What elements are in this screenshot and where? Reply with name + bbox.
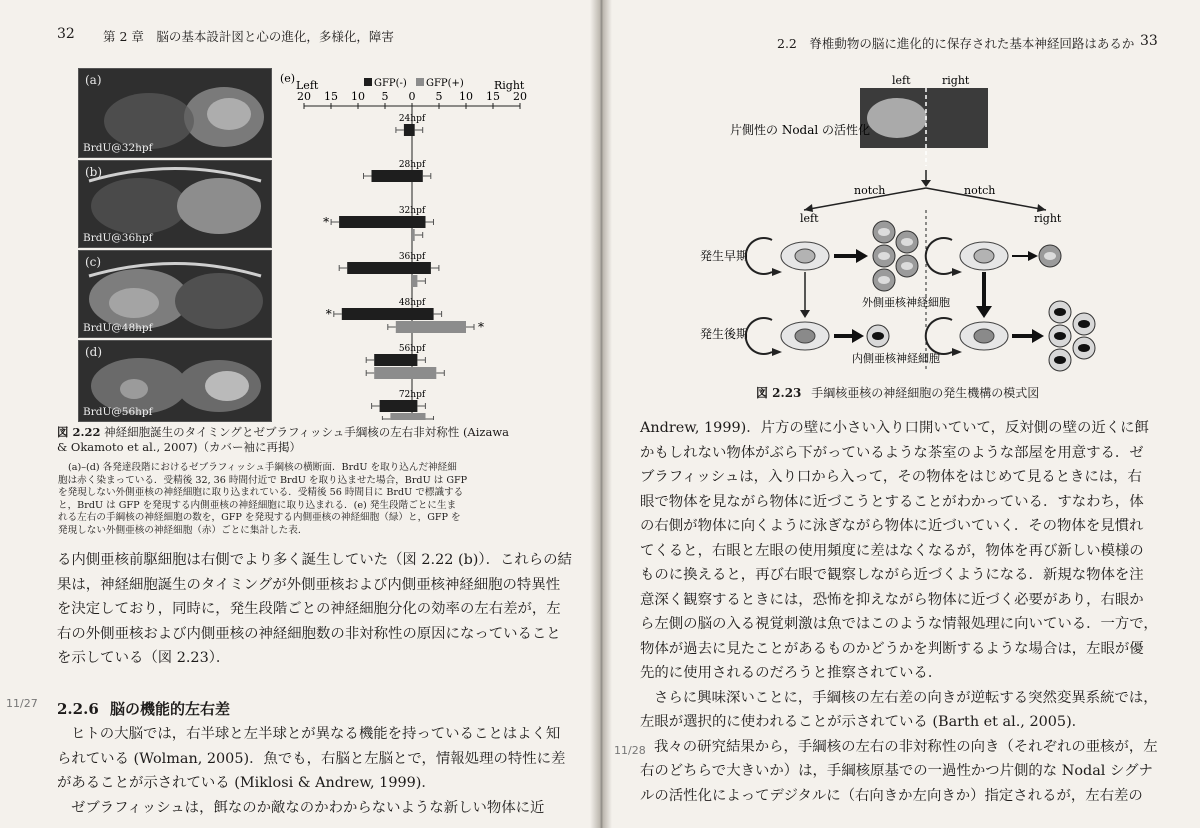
legend-swatch-gfp-neg: [364, 78, 372, 86]
micrograph-panel-a: [78, 68, 272, 158]
figure-title: 神経細胞誕生のタイミングとゼブラフィッシュ手綱核の左右非対称性 (Aizawa: [104, 425, 510, 439]
nodal-label: 片側性の Nodal の活性化: [730, 123, 871, 137]
running-head-right: 2.2 脊椎動物の脳に進化的に保存された基本神経回路はあるか: [777, 36, 1135, 51]
text-line: 物体が過去に見たことがあるものかどうかを判断するような場合は，左眼が優: [640, 640, 1144, 657]
text-line: 右の外側亜核および内側亜核の神経細胞数の非対称性の原因になっていること: [57, 625, 561, 642]
x-tick-label: 10: [351, 90, 365, 103]
right-down-arrowhead: [976, 306, 992, 318]
notch-label-left: notch: [854, 184, 886, 197]
bar: [342, 308, 412, 320]
micrograph-panel-b: [78, 160, 272, 248]
text-line: さらに興味深いことに，手綱核の左右差の向きが逆転する突然変異系統では，: [654, 689, 1158, 706]
x-tick-label: 5: [435, 90, 443, 103]
progenitor-nucleus: [795, 329, 815, 343]
bar: [412, 124, 415, 136]
category-label: 56hpf: [398, 344, 426, 354]
x-tick-label: 10: [459, 90, 473, 103]
chart-right-label: Right: [494, 79, 525, 92]
x-tick-label: 5: [381, 90, 389, 103]
text-line: ものに換えると，再び右眼で観察しながら近づくようになる．新規な物体を注: [640, 567, 1144, 583]
handwritten-note-left: 11/27: [6, 697, 38, 710]
bar: [412, 400, 417, 412]
handwritten-note-right: 11/28: [614, 744, 646, 757]
chart-left-label: Left: [296, 79, 319, 92]
bar: [374, 367, 412, 379]
bar: [412, 275, 417, 287]
bar: [412, 354, 417, 366]
progenitor-nucleus: [974, 249, 994, 263]
loop-arrowhead: [952, 348, 962, 356]
chart-panel-label: (e): [280, 72, 296, 85]
bar: [380, 400, 412, 412]
diff-arrowhead: [1028, 251, 1038, 261]
left-paragraph-1: [57, 548, 572, 671]
x-tick-label: 0: [408, 90, 416, 103]
micrograph-panel-c: [78, 250, 272, 338]
note-line: れる左右の手綱核の神経細胞の数を，GFP を発現する内側亜核の神経細胞（緑）と，GFP を: [58, 512, 461, 523]
text-line: 果は，神経細胞誕生のタイミングが外側亜核および内側亜核神経細胞の特異性: [57, 576, 561, 593]
medial-label: 内側亜核神経細胞: [852, 352, 940, 365]
panel-label-a: (a): [85, 73, 102, 87]
bar: [412, 367, 436, 379]
diagram-right-label: right: [942, 74, 970, 87]
category-label: 24hpf: [398, 114, 426, 124]
bar: [347, 262, 412, 274]
text-line: ルの活性化によってデジタルに（右向きか左向きか）指定されるが，左右差の: [640, 787, 1143, 804]
figure-number: 図 2.22: [57, 425, 101, 439]
medial-nucleus: [872, 332, 884, 340]
panel-label-c: (c): [85, 255, 102, 269]
category-label: 36hpf: [398, 252, 426, 262]
branch-right-label: right: [1034, 212, 1062, 225]
micrograph-panel-d: [78, 340, 272, 422]
text-line: ゼブラフィッシュは，餌なのか敵なのかわからないような新しい物体に近: [71, 799, 545, 816]
self-renew-loop: [926, 238, 952, 274]
text-line: 眼で物体を見ながら物体に近づこうとすることがわかっている．すなわち，体: [640, 493, 1144, 510]
progenitor-nucleus: [974, 329, 994, 343]
text-line: 右のどちらで大きいか）は，手綱核原基での一過性かつ片側的な Nodal シグナ: [640, 763, 1153, 779]
text-line: の右側が物体に向くように泳ぎながら物体に近づいていく．その物体を見慣れ: [640, 518, 1144, 534]
diff-arrowhead: [856, 249, 868, 263]
text-line: かもしれない物体がぶら下がっているような茶室のような部屋を用意する．ゼ: [640, 444, 1144, 461]
book-gutter: [590, 0, 612, 828]
branch-left-label: left: [800, 212, 819, 225]
figure-2-23-caption: [756, 386, 1039, 401]
loop-arrowhead: [772, 268, 782, 276]
note-line: と，BrdU は GFP を発現する内側亜核の神経細胞に取り込まれる．(e) 発生段階ごとに生ま: [58, 499, 457, 511]
text-line: てくると，右眼と左眼の使用頻度に差はなくなるが，物体を再び新しい模様の: [640, 542, 1144, 559]
x-tick-label: 15: [324, 90, 338, 103]
bar: [339, 216, 412, 228]
legend-swatch-gfp-pos: [416, 78, 424, 86]
text-line: ブラフィッシュは，入り口から入って，その物体をはじめて見るときには，右: [640, 469, 1142, 485]
diff-arrowhead: [1032, 329, 1044, 343]
significance-star: *: [325, 307, 332, 321]
text-line: Andrew, 1999)．片方の壁に小さい入り口開いていて，反対側の壁の近くに餌: [640, 420, 1149, 436]
self-renew-loop: [746, 318, 772, 354]
x-tick-label: 20: [297, 90, 311, 103]
section-number: 2.2.6: [57, 700, 99, 718]
nodal-diagram: [692, 70, 1112, 380]
panel-label-b: (b): [85, 165, 103, 179]
early-label: 発生早期: [700, 249, 749, 263]
bar: [412, 321, 466, 333]
section-heading: [57, 698, 230, 719]
page-number-left: 32: [57, 26, 75, 42]
diagram-left-label: left: [892, 74, 911, 87]
text-line: があることが示されている (Miklosi & Andrew, 1999)．: [57, 775, 436, 791]
bar-chart-e: [276, 70, 538, 420]
category-label: 72hpf: [398, 390, 426, 400]
self-renew-loop: [926, 318, 952, 354]
note-line: 発現しない外側亜核の神経細胞（赤）ごとに集計した表．: [58, 524, 308, 536]
self-renew-loop: [746, 238, 772, 274]
panel-caption-b: BrdU@36hpf: [83, 232, 153, 244]
text-line: られている (Wolman, 2005)．魚でも，右脳と左脳とで，情報処理の特性に差: [57, 750, 566, 767]
nodal-signal-blob: [867, 98, 927, 138]
diff-arrowhead: [852, 329, 864, 343]
bar: [412, 262, 431, 274]
bar: [412, 308, 434, 320]
text-line: を示している（図 2.23）．: [57, 650, 231, 666]
panel-caption-c: BrdU@48hpf: [83, 322, 153, 334]
note-line: (a)–(d) 各発達段階におけるゼブラフィッシュ手綱核の横断面．BrdU を取り込んだ神経細: [68, 462, 457, 473]
panel-caption-a: BrdU@32hpf: [83, 142, 153, 154]
note-line: 胞は赤く染まっている．受精後 32, 36 時間付近で BrdU を取り込ませた場合，BrdU は GFP: [58, 474, 468, 486]
section-title: 脳の機能的左右差: [110, 700, 231, 718]
medial-cell-cluster: [1049, 301, 1095, 371]
bar: [412, 229, 415, 241]
loop-arrowhead: [952, 268, 962, 276]
right-paragraph-1: [640, 416, 1158, 808]
bar: [412, 170, 423, 182]
bar: [412, 413, 426, 420]
loop-arrowhead: [772, 348, 782, 356]
figure-title-cont: & Okamoto et al., 2007)（カバー袖に再掲）: [57, 440, 302, 454]
text-line: 意深く観察するときには，恐怖を抑えながら物体に近づく必要があり，右眼か: [640, 591, 1144, 608]
significance-star: *: [323, 215, 330, 229]
figure-2-22-caption: [57, 425, 577, 455]
panel-caption-d: BrdU@56hpf: [83, 406, 153, 418]
legend-label-gfp-pos: GFP(+): [426, 78, 464, 89]
lateral-label: 外側亜核神経細胞: [862, 296, 950, 309]
x-tick-label: 20: [513, 90, 527, 103]
text-line: 先的に使用されるのだろうと推察されている．: [640, 665, 943, 681]
figure-number: 図 2.23: [756, 386, 802, 400]
running-head-left: 第 2 章 脳の基本設計図と心の進化，多様化，障害: [103, 29, 394, 44]
left-down-arrowhead: [800, 310, 810, 318]
bar: [372, 170, 413, 182]
bar: [374, 354, 412, 366]
lateral-nucleus: [1044, 252, 1056, 260]
text-line: を決定しており，同時に，発生段階ごとの神経細胞分化の効率の左右差が，左: [57, 601, 561, 617]
lateral-cell-cluster: [873, 221, 918, 291]
notch-arrowhead-right: [1037, 204, 1046, 212]
progenitor-nucleus: [795, 249, 815, 263]
significance-star: *: [478, 320, 484, 334]
text-line: 我々の研究結果から，手綱核の左右の非対称性の向き（それぞれの亜核が，左: [654, 738, 1158, 755]
late-label: 発生後期: [700, 327, 749, 341]
left-page: [0, 0, 598, 828]
text-line: ら左側の脳の入る視覚刺激は魚ではこのような情報処理に向いている．一方で，: [640, 616, 1158, 632]
figure-note: [58, 462, 468, 537]
category-label: 32hpf: [398, 206, 426, 216]
note-line: を発現しない外側亜核の神経細胞に取り込まれている．受精後 56 時間目に BrdU で標識する: [58, 487, 464, 498]
bar: [396, 321, 412, 333]
left-paragraph-2: [57, 722, 565, 820]
legend-label-gfp-neg: GFP(-): [374, 78, 407, 89]
figure-title: 手綱核亜核の神経細胞の発生機構の模式図: [811, 386, 1040, 400]
notch-arrowhead-left: [804, 204, 813, 212]
bar: [390, 413, 412, 420]
text-line: ヒトの大脳では，右半球と左半球とが異なる機能を持っていることはよく知: [71, 726, 561, 742]
x-tick-label: 15: [486, 90, 500, 103]
bar: [404, 124, 412, 136]
nodal-arrowhead: [921, 180, 931, 187]
notch-label-right: notch: [964, 184, 996, 197]
category-label: 28hpf: [398, 160, 426, 170]
category-label: 48hpf: [398, 298, 426, 308]
panel-label-d: (d): [85, 345, 103, 359]
text-line: 左眼が選択的に使われることが示されている (Barth et al., 2005)．: [640, 714, 1087, 730]
bar: [412, 216, 426, 228]
right-page: [602, 0, 1200, 828]
text-line: る内側亜核前駆細胞は右側でより多く誕生していた（図 2.22 (b)）．これらの結: [57, 552, 572, 568]
page-number-right: 33: [1140, 33, 1158, 49]
